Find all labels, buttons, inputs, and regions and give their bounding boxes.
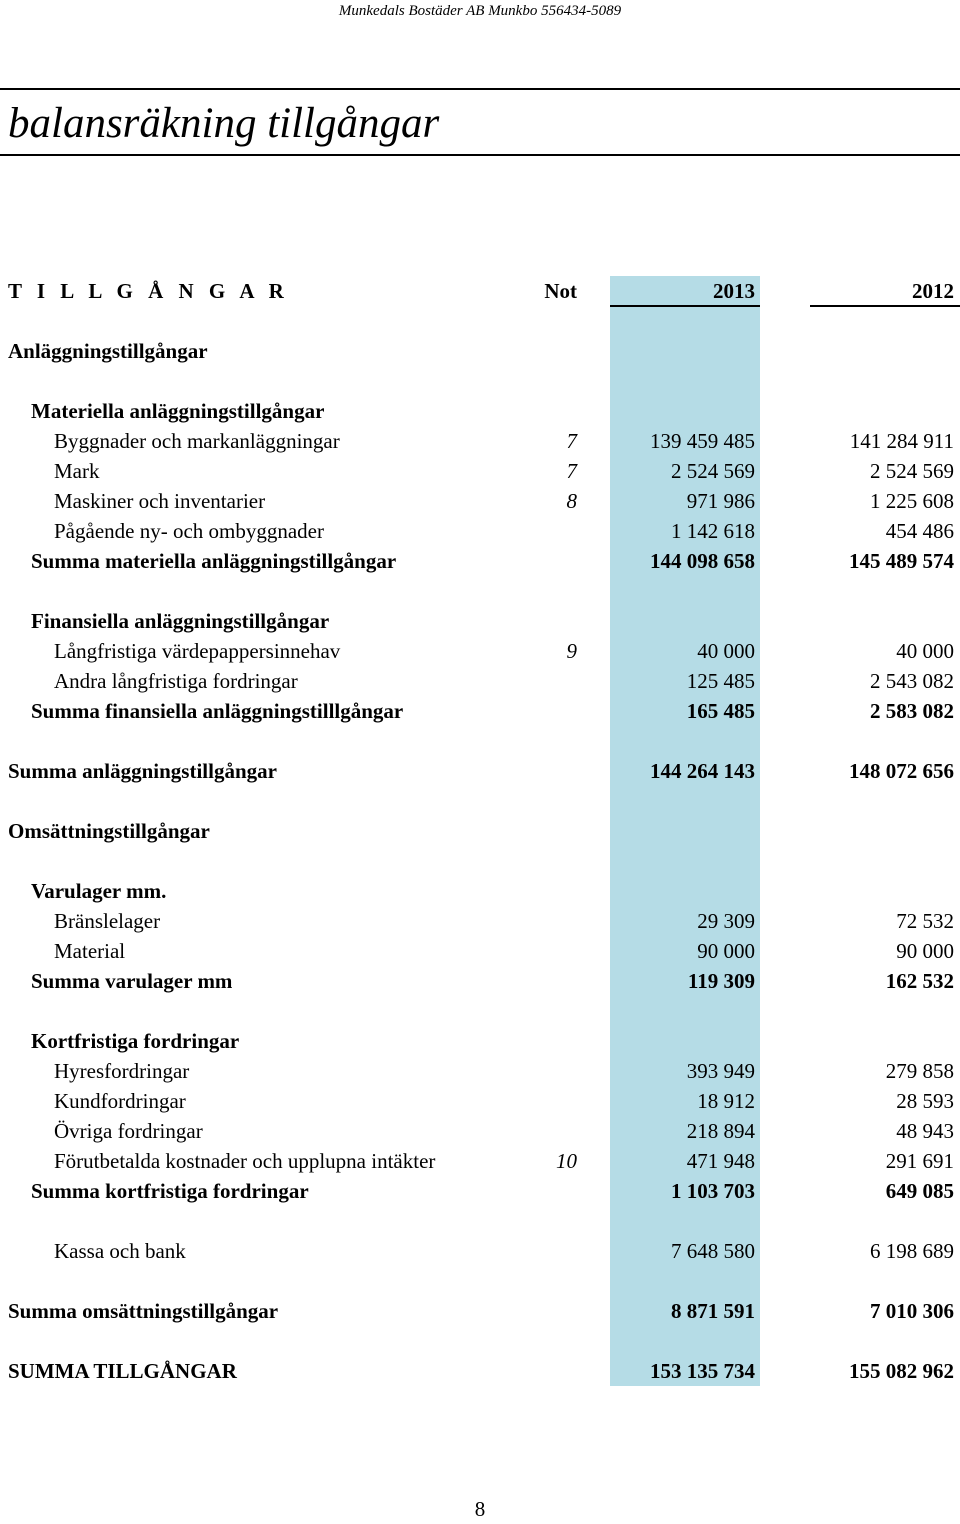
row-value-2013: 29 309 bbox=[697, 909, 755, 933]
row-label: Material bbox=[54, 939, 126, 963]
year-2012-header-rule bbox=[810, 305, 960, 307]
row-label: Finansiella anläggningstillgångar bbox=[31, 609, 330, 633]
row-value-2013: 90 000 bbox=[697, 939, 755, 963]
section-heading bbox=[0, 336, 960, 366]
row-label: Varulager mm. bbox=[31, 879, 167, 903]
table-row bbox=[0, 456, 960, 486]
row-label: Kortfristiga fordringar bbox=[31, 1029, 240, 1053]
row-value-2012: 145 489 574 bbox=[849, 549, 954, 573]
table-row bbox=[0, 1086, 960, 1116]
table-row bbox=[0, 1056, 960, 1086]
row-label: Förutbetalda kostnader och upplupna intäkter bbox=[54, 1149, 436, 1173]
total-row bbox=[0, 1296, 960, 1326]
table-row bbox=[0, 1146, 960, 1176]
row-value-2012: 2 543 082 bbox=[870, 669, 954, 693]
row-value-2012: 48 943 bbox=[896, 1119, 954, 1143]
note-column-header: Not bbox=[544, 279, 577, 303]
page-title: balansräkning tillgångar bbox=[8, 100, 440, 147]
subsection-heading bbox=[0, 876, 960, 906]
row-label: Andra långfristiga fordringar bbox=[54, 669, 298, 693]
row-note: 10 bbox=[556, 1149, 577, 1173]
row-value-2013: 1 103 703 bbox=[671, 1179, 755, 1203]
row-note: 8 bbox=[566, 489, 577, 513]
row-value-2012: 72 532 bbox=[896, 909, 954, 933]
table-header-row bbox=[0, 276, 960, 306]
subsection-heading bbox=[0, 606, 960, 636]
row-value-2012: 291 691 bbox=[885, 1149, 954, 1173]
table-row bbox=[0, 636, 960, 666]
row-value-2013: 144 098 658 bbox=[650, 549, 755, 573]
row-label: Omsättningstillgångar bbox=[8, 819, 210, 843]
row-label: Övriga fordringar bbox=[54, 1119, 203, 1143]
year-2013-header: 2013 bbox=[713, 279, 755, 303]
table-row bbox=[0, 516, 960, 546]
row-value-2012: 6 198 689 bbox=[870, 1239, 954, 1263]
tillgangar-heading: T I L L G Å N G A R bbox=[8, 279, 289, 303]
row-label: Summa finansiella anläggningstilllgångar bbox=[31, 699, 404, 723]
row-value-2012: 40 000 bbox=[896, 639, 954, 663]
total-row bbox=[0, 756, 960, 786]
row-value-2013: 125 485 bbox=[686, 669, 755, 693]
row-value-2013: 144 264 143 bbox=[650, 759, 755, 783]
row-label: Mark bbox=[54, 459, 100, 483]
row-value-2012: 1 225 608 bbox=[870, 489, 954, 513]
row-label: Summa materiella anläggningstillgångar bbox=[31, 549, 397, 573]
row-label: Långfristiga värdepappersinnehav bbox=[54, 639, 341, 663]
row-note: 7 bbox=[566, 459, 577, 483]
row-value-2013: 153 135 734 bbox=[650, 1359, 755, 1383]
table-row bbox=[0, 1116, 960, 1146]
table-row bbox=[0, 426, 960, 456]
row-value-2013: 2 524 569 bbox=[671, 459, 755, 483]
row-value-2012: 649 085 bbox=[885, 1179, 954, 1203]
row-value-2012: 2 524 569 bbox=[870, 459, 954, 483]
row-value-2013: 1 142 618 bbox=[671, 519, 755, 543]
year-2012-header: 2012 bbox=[912, 279, 954, 303]
row-note: 7 bbox=[566, 429, 577, 453]
row-note: 9 bbox=[566, 639, 577, 663]
row-label: SUMMA TILLGÅNGAR bbox=[8, 1359, 237, 1383]
page-number: 8 bbox=[474, 1497, 486, 1521]
row-value-2012: 28 593 bbox=[896, 1089, 954, 1113]
row-value-2013: 393 949 bbox=[686, 1059, 755, 1083]
row-value-2012: 279 858 bbox=[885, 1059, 954, 1083]
row-value-2013: 218 894 bbox=[686, 1119, 755, 1143]
row-label: Kundfordringar bbox=[54, 1089, 186, 1113]
row-value-2012: 7 010 306 bbox=[870, 1299, 954, 1323]
row-label: Summa omsättningstillgångar bbox=[8, 1299, 279, 1323]
row-label: Maskiner och inventarier bbox=[54, 489, 266, 513]
subsection-heading bbox=[0, 396, 960, 426]
table-row bbox=[0, 906, 960, 936]
row-label: Anläggningstillgångar bbox=[8, 339, 208, 363]
row-value-2013: 8 871 591 bbox=[671, 1299, 755, 1323]
row-value-2013: 7 648 580 bbox=[671, 1239, 755, 1263]
row-value-2012: 90 000 bbox=[896, 939, 954, 963]
table-row bbox=[0, 936, 960, 966]
table-row bbox=[0, 666, 960, 696]
row-label: Byggnader och markanläggningar bbox=[54, 429, 340, 453]
company-header: Munkedals Bostäder AB Munkbo 556434-5089 bbox=[338, 3, 622, 19]
row-value-2012: 148 072 656 bbox=[849, 759, 954, 783]
row-label: Bränslelager bbox=[54, 909, 161, 933]
table-row bbox=[0, 1236, 960, 1266]
row-value-2013: 40 000 bbox=[697, 639, 755, 663]
row-value-2013: 471 948 bbox=[686, 1149, 755, 1173]
row-value-2013: 18 912 bbox=[697, 1089, 755, 1113]
title-bottom-rule bbox=[0, 154, 960, 156]
row-value-2012: 155 082 962 bbox=[849, 1359, 954, 1383]
row-label: Kassa och bank bbox=[54, 1239, 186, 1263]
row-value-2013: 119 309 bbox=[687, 969, 755, 993]
title-top-rule bbox=[0, 88, 960, 90]
section-heading bbox=[0, 816, 960, 846]
row-value-2013: 971 986 bbox=[686, 489, 755, 513]
subsection-heading bbox=[0, 1026, 960, 1056]
row-label: Summa kortfristiga fordringar bbox=[31, 1179, 309, 1203]
row-value-2012: 162 532 bbox=[885, 969, 954, 993]
subtotal-row bbox=[0, 1176, 960, 1206]
row-value-2013: 165 485 bbox=[686, 699, 755, 723]
row-label: Summa anläggningstillgångar bbox=[8, 759, 277, 783]
row-value-2012: 141 284 911 bbox=[849, 429, 954, 453]
table-row bbox=[0, 486, 960, 516]
row-value-2012: 454 486 bbox=[885, 519, 954, 543]
row-label: Materiella anläggningstillgångar bbox=[31, 399, 325, 423]
subtotal-row bbox=[0, 546, 960, 576]
row-value-2012: 2 583 082 bbox=[870, 699, 954, 723]
subtotal-row bbox=[0, 966, 960, 996]
grand-total-row bbox=[0, 1356, 960, 1386]
year-2013-header-rule bbox=[610, 305, 760, 307]
row-label: Pågående ny- och ombyggnader bbox=[54, 519, 324, 543]
row-value-2013: 139 459 485 bbox=[650, 429, 755, 453]
row-label: Hyresfordringar bbox=[54, 1059, 190, 1083]
subtotal-row bbox=[0, 696, 960, 726]
row-label: Summa varulager mm bbox=[31, 969, 233, 993]
